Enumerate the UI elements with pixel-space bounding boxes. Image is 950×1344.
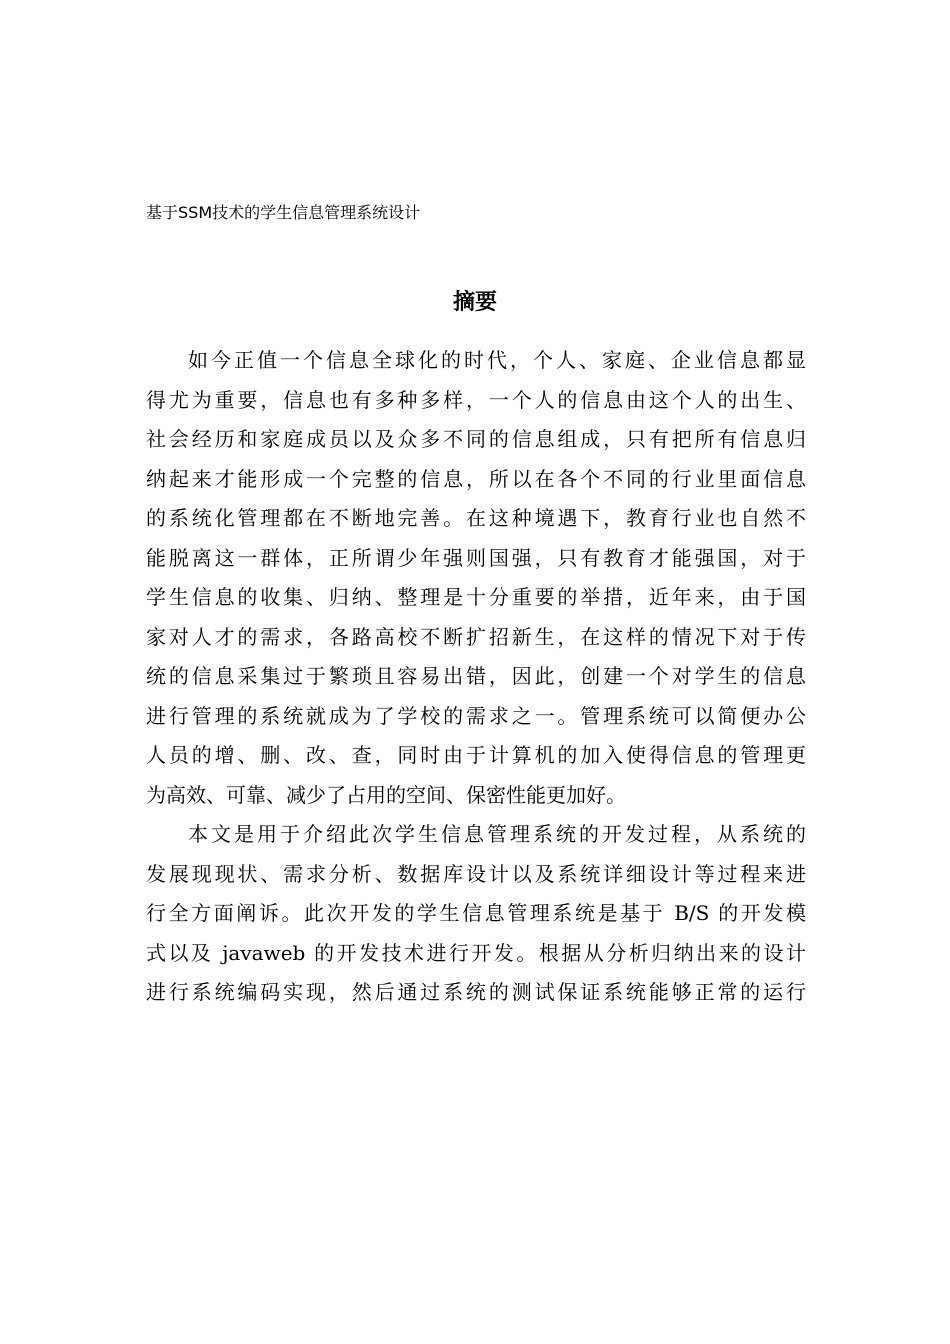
paragraph-line: 的系统化管理都在不断地完善。在这种境遇下，教育行业也自然不	[146, 506, 806, 530]
document-header-title: 基于SSM技术的学生信息管理系统设计	[146, 203, 421, 222]
paragraph-line: 为高效、可靠、减少了占用的空间、保密性能更加好。	[146, 782, 626, 807]
abstract-heading: 摘要	[452, 290, 497, 315]
paragraph-line: 统的信息采集过于繁琐且容易出错，因此，创建一个对学生的信息	[146, 664, 806, 688]
paragraph-line: 式以及 javaweb 的开发技术进行开发。根据从分析归纳出来的设计	[146, 940, 806, 965]
paragraph-line: 行全方面阐诉。此次开发的学生信息管理系统是基于 B/S 的开发模	[146, 901, 806, 925]
abstract-paragraph-1	[146, 341, 806, 815]
paragraph-line: 家对人才的需求，各路高校不断扩招新生，在这样的情况下对于传	[146, 624, 806, 649]
paragraph-line: 进行系统编码实现，然后通过系统的测试保证系统能够正常的运行	[146, 980, 806, 1004]
paragraph-line: 能脱离这一群体，正所谓少年强则国强，只有教育才能强国，对于	[146, 545, 806, 570]
paragraph-line: 得尤为重要，信息也有多种多样，一个人的信息由这个人的出生、	[146, 387, 806, 412]
paragraph-line: 社会经历和家庭成员以及众多不同的信息组成，只有把所有信息归	[146, 427, 806, 451]
paragraph-line: 学生信息的收集、归纳、整理是十分重要的举措，近年来，由于国	[146, 585, 806, 609]
paragraph-line: 如今正值一个信息全球化的时代，个人、家庭、企业信息都显	[188, 348, 806, 372]
abstract-body	[146, 341, 806, 1013]
paragraph-line: 人员的增、删、改、查，同时由于计算机的加入使得信息的管理更	[146, 743, 806, 767]
paragraph-line: 本文是用于介绍此次学生信息管理系统的开发过程，从系统的	[188, 822, 806, 846]
paragraph-line: 发展现现状、需求分析、数据库设计以及系统详细设计等过程来进	[146, 861, 806, 886]
paragraph-line: 纳起来才能形成一个完整的信息，所以在各个不同的行业里面信息	[146, 466, 806, 491]
abstract-paragraph-2	[146, 815, 806, 1013]
paragraph-line: 进行管理的系统就成为了学校的需求之一。管理系统可以简便办公	[146, 703, 806, 728]
